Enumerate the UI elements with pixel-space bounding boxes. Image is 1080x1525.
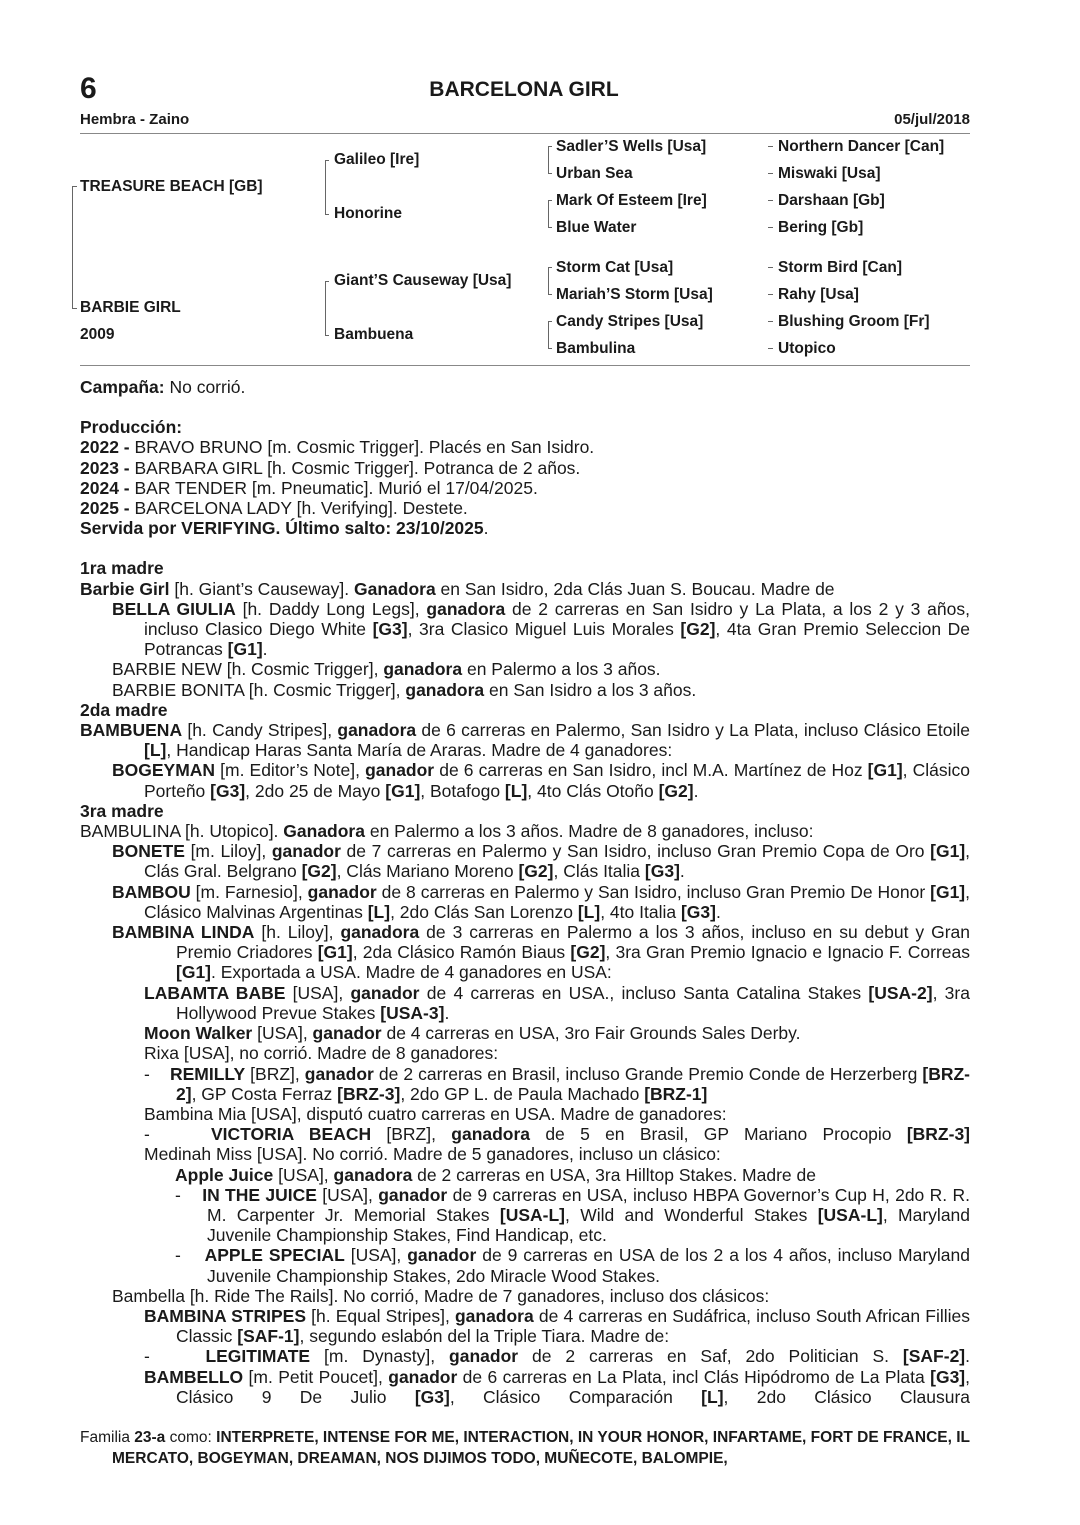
family-line: Familia 23-a como: INTERPRETE, INTENSE FOR ME, INTERACTION, IN YOUR HONOR, INFARTAME, FORT DE FRANCE, IL MERCATO, BOGEYMAN, DREAMAN, NOS DIJIMOS TODO, MUÑECOTE, BALOMPIE, — [80, 1429, 970, 1467]
second-dam-heading: 2da madre — [80, 699, 168, 720]
pedigree-gen2: Bambuena — [334, 326, 414, 343]
offspring-entry: - IN THE JUICE [USA], ganador de 9 carreras en USA, incluso HBPA Governor’s Cup H, 2do R. R. M. Carpenter Jr. Memorial Stakes [USA-L], Wild and Wonderful Stakes [USA-L], Maryland Juvenile Championship Stakes, Find Handicap, etc. — [175, 1184, 971, 1246]
offspring-entry: - VICTORIA BEACH [BRZ], ganadora de 5 en Brasil, GP Mariano Procopio [BRZ-3] — [144, 1124, 971, 1145]
offspring-entry: Rixa [USA], no corrió. Madre de 8 ganadores: — [144, 1043, 499, 1064]
catalog-body — [80, 377, 970, 1407]
production-item: 2022 - BRAVO BRUNO [m. Cosmic Trigger]. Placés en San Isidro. — [80, 437, 595, 458]
offspring-entry: BAMBOU [m. Farnesio], ganador de 8 carreras en Palermo y San Isidro, incluso Gran Premio De Honor [G1], Clásico Malvinas Argentinas [L], 2do Clás San Lorenzo [L], 4to Italia [G3]. — [112, 881, 970, 922]
pedigree-gen3: Candy Stripes [Usa] — [556, 313, 704, 330]
offspring-entry: BARBIE NEW [h. Cosmic Trigger], ganadora en Palermo a los 3 años. — [112, 659, 661, 680]
pedigree-gen4: Northern Dancer [Can] — [778, 138, 945, 155]
production-item: 2025 - BARCELONA LADY [h. Verifying]. Destete. — [80, 498, 468, 519]
pedigree-gen4: Blushing Groom [Fr] — [778, 313, 930, 330]
top-rule — [80, 133, 970, 134]
horse-name: BARCELONA GIRL — [429, 78, 619, 101]
served-line: Servida por VERIFYING. Último salto: 23/10/2025. — [80, 518, 489, 539]
pedigree-dam-year: 2009 — [80, 326, 115, 343]
production-item: 2023 - BARBARA GIRL [h. Cosmic Trigger]. Potranca de 2 años. — [80, 457, 581, 478]
offspring-entry: Bambella [h. Ride The Rails]. No corrió, Madre de 7 ganadores, incluso dos clásicos: — [112, 1285, 770, 1306]
offspring-entry: BAMBINA STRIPES [h. Equal Stripes], ganadora de 4 carreras en Sudáfrica, incluso South African Fillies Classic [SAF-1], segundo eslabón del la Triple Tiara. Madre de: — [144, 1305, 971, 1347]
pedigree-gen4: Rahy [Usa] — [778, 286, 859, 303]
pedigree-gen4: Darshaan [Gb] — [778, 192, 885, 209]
offspring-entry: BOGEYMAN [m. Editor’s Note], ganador de 6 carreras en San Isidro, incl M.A. Martínez de Hoz [G1], Clásico Porteño [G3], 2do 25 de Mayo [G1], Botafogo [L], 4to Clás Otoño [G2]. — [112, 760, 970, 801]
pedigree-gen3: Urban Sea — [556, 165, 633, 182]
pedigree-gen3: Sadler’S Wells [Usa] — [556, 138, 707, 155]
pedigree-dam: BARBIE GIRL — [80, 299, 181, 316]
production-item: 2024 - BAR TENDER [m. Pneumatic]. Murió el 17/04/2025. — [80, 477, 538, 498]
pedigree-sire: TREASURE BEACH [GB] — [80, 178, 263, 195]
offspring-entry: BARBIE BONITA [h. Cosmic Trigger], ganadora en San Isidro a los 3 años. — [112, 679, 697, 700]
offspring-entry: Moon Walker [USA], ganador de 4 carreras en USA, 3ro Fair Grounds Sales Derby. — [144, 1023, 801, 1044]
offspring-entry: BAMBINA LINDA [h. Liloy], ganadora de 3 carreras en Palermo a los 3 años, incluso en su debut y Gran Premio Criadores [G1], 2da Clásico Ramón Biaus [G2], 3ra Gran Premio Ignacio e Ignacio F. Correas [G1]. Exportada a USA. Madre de 4 ganadores en USA: — [112, 922, 970, 983]
first-dam-heading: 1ra madre — [80, 558, 164, 579]
pedigree-gen3: Storm Cat [Usa] — [556, 259, 674, 276]
offspring-entry: BAMBELLO [m. Petit Poucet], ganador de 6 carreras en La Plata, incl Clás Hipódromo de La Plata [G3], Clásico 9 De Julio [G3], Clásico Comparación [L], 2do Clásico Clausura — [144, 1366, 971, 1407]
offspring-entry: - REMILLY [BRZ], ganador de 2 carreras en Brasil, incluso Grande Premio Conde de Herzerberg [BRZ-2], GP Costa Ferraz [BRZ-3], 2do GP L. de Paula Machado [BRZ-1] — [144, 1063, 971, 1104]
pedigree-bottom-rule — [80, 365, 970, 366]
pedigree-gen4: Bering [Gb] — [778, 219, 864, 236]
sex-color: Hembra - Zaino — [80, 111, 190, 128]
offspring-entry: Medinah Miss [USA]. No corrió. Madre de 5 ganadores, incluso un clásico: — [144, 1144, 721, 1165]
pedigree-gen3: Blue Water — [556, 219, 637, 236]
production-heading: Producción: — [80, 417, 183, 438]
second-dam-intro: BAMBUENA [h. Candy Stripes], ganadora de 6 carreras en Palermo, San Isidro y La Plata, incluso Clásico Etoile [L], Handicap Haras Santa María de Araras. Madre de 4 ganadores: — [80, 720, 970, 761]
pedigree-gen2: Giant’S Causeway [Usa] — [334, 272, 512, 289]
birth-date: 05/jul/2018 — [894, 111, 970, 128]
pedigree-gen2: Honorine — [334, 205, 403, 222]
pedigree-gen3: Mariah’S Storm [Usa] — [556, 286, 713, 303]
offspring-entry: Apple Juice [USA], ganadora de 2 carreras en USA, 3ra Hilltop Stakes. Madre de — [175, 1164, 816, 1185]
pedigree-gen3: Bambulina — [556, 340, 636, 357]
lot-number: 6 — [80, 72, 97, 105]
offspring-entry: Bambina Mia [USA], disputó cuatro carreras en USA. Madre de ganadores: — [144, 1103, 727, 1124]
offspring-entry: - LEGITIMATE [m. Dynasty], ganador de 2 carreras en Saf, 2do Politician S. [SAF-2]. — [144, 1346, 971, 1367]
offspring-entry: LABAMTA BABE [USA], ganador de 4 carreras en USA., incluso Santa Catalina Stakes [USA-2], 3ra Hollywood Prevue Stakes [USA-3]. — [144, 982, 970, 1023]
first-dam-intro: Barbie Girl [h. Giant’s Causeway]. Ganadora en San Isidro, 2da Clás Juan S. Boucau. Madre de — [80, 578, 835, 599]
pedigree-gen4: Utopico — [778, 340, 836, 357]
pedigree-gen4: Storm Bird [Can] — [778, 259, 902, 276]
campaign-line: Campaña: No corrió. — [80, 377, 246, 397]
offspring-entry: BELLA GIULIA [h. Daddy Long Legs], ganadora de 2 carreras en San Isidro y La Plata, a los 2 y 3 años, incluso Clasico Diego White [G3], 3ra Clasico Miguel Luis Morales [G2], 4ta Gran Premio Seleccion De Potrancas [G1]. — [112, 598, 971, 660]
offspring-entry: - APPLE SPECIAL [USA], ganador de 9 carreras en USA de los 2 a los 4 años, incluso Maryland Juvenile Championship Stakes, 2do Miracle Wood Stakes. — [175, 1245, 971, 1286]
third-dam-heading: 3ra madre — [80, 800, 164, 821]
pedigree-gen3: Mark Of Esteem [Ire] — [556, 192, 707, 209]
third-dam-intro: BAMBULINA [h. Utopico]. Ganadora en Palermo a los 3 años. Madre de 8 ganadores, incluso: — [80, 821, 814, 842]
pedigree-gen2: Galileo [Ire] — [334, 151, 420, 168]
offspring-entry: BONETE [m. Liloy], ganador de 7 carreras en Palermo y San Isidro, incluso Gran Premio Copa de Oro [G1], Clás Gral. Belgrano [G2], Clás Mariano Moreno [G2], Clás Italia [G3]. — [112, 841, 971, 882]
pedigree-gen4: Miswaki [Usa] — [778, 165, 881, 182]
